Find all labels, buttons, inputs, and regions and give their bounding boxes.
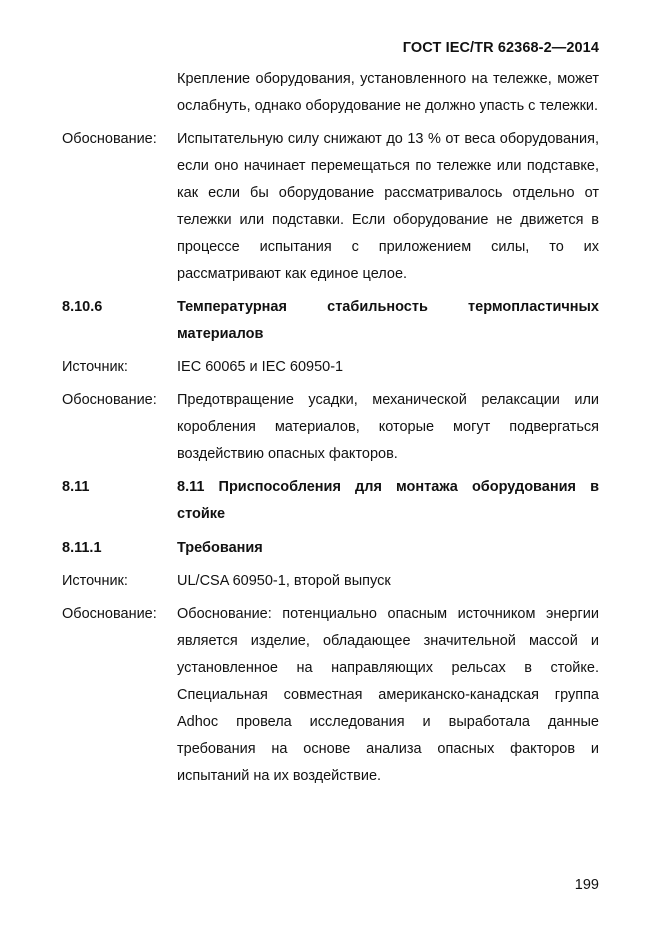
paragraph-source-8-10-6 (62, 354, 599, 381)
paragraph-source-8-11-1 (62, 568, 599, 595)
section-number: 8.11.1 (62, 540, 102, 556)
paragraph-rationale-cart (62, 126, 599, 288)
paragraph-text: Испытательную силу снижают до 13 % от веса оборудования, если оно начинает перемещаться по тележке или подставке, как если бы оборудование рассматривалось отдельно от тележки или подставки. Если оборудование не движется в процессе испытания с приложением силы, то их рассматривают как единое целое. (177, 131, 599, 282)
paragraph-label: Источник: (62, 359, 128, 375)
paragraph-text: UL/CSA 60950-1, второй выпуск (177, 573, 391, 589)
paragraph-text: Крепление оборудования, установленного на тележке, может ослабнуть, однако оборудование не должно упасть с тележки. (177, 71, 599, 114)
page-number: 199 (574, 877, 599, 893)
paragraph-text: Обоснование: потенциально опасным источником энергии является изделие, обладающее значительной массой и установленное на направляющих рельсах в стойке. Специальная совместная американско-канадская группа Adhoc провела исследования и выработала данные требования на основе анализа опасных факторов и испытаний на их воздействие. (177, 606, 599, 784)
document-body (62, 66, 599, 790)
section-heading-8-11 (62, 474, 599, 528)
paragraph-text: Предотвращение усадки, механической релаксации или коробления материалов, которые могут подвергаться воздействию опасных факторов. (177, 392, 599, 462)
document-header: ГОСТ IEC/TR 62368-2—2014 (402, 40, 599, 56)
section-title: 8.11 Приспособления для монтажа оборудования в стойке (177, 479, 599, 522)
section-number: 8.10.6 (62, 299, 103, 315)
section-title: Требования (177, 540, 263, 556)
paragraph-rationale-8-10-6 (62, 387, 599, 468)
section-heading-8-11-1 (62, 535, 599, 562)
paragraph-label: Источник: (62, 573, 128, 589)
paragraph-label: Обоснование: (62, 131, 157, 147)
paragraph-label: Обоснование: (62, 392, 157, 408)
paragraph-rationale-8-11-1 (62, 601, 599, 790)
section-number: 8.11 (62, 479, 90, 495)
paragraph-text: IEC 60065 и IEC 60950-1 (177, 359, 344, 375)
section-title: Температурная стабильность термопластичных материалов (177, 299, 599, 342)
paragraph-cart-mounting (62, 66, 599, 120)
paragraph-label: Обоснование: (62, 606, 157, 622)
section-heading-8-10-6 (62, 294, 599, 348)
